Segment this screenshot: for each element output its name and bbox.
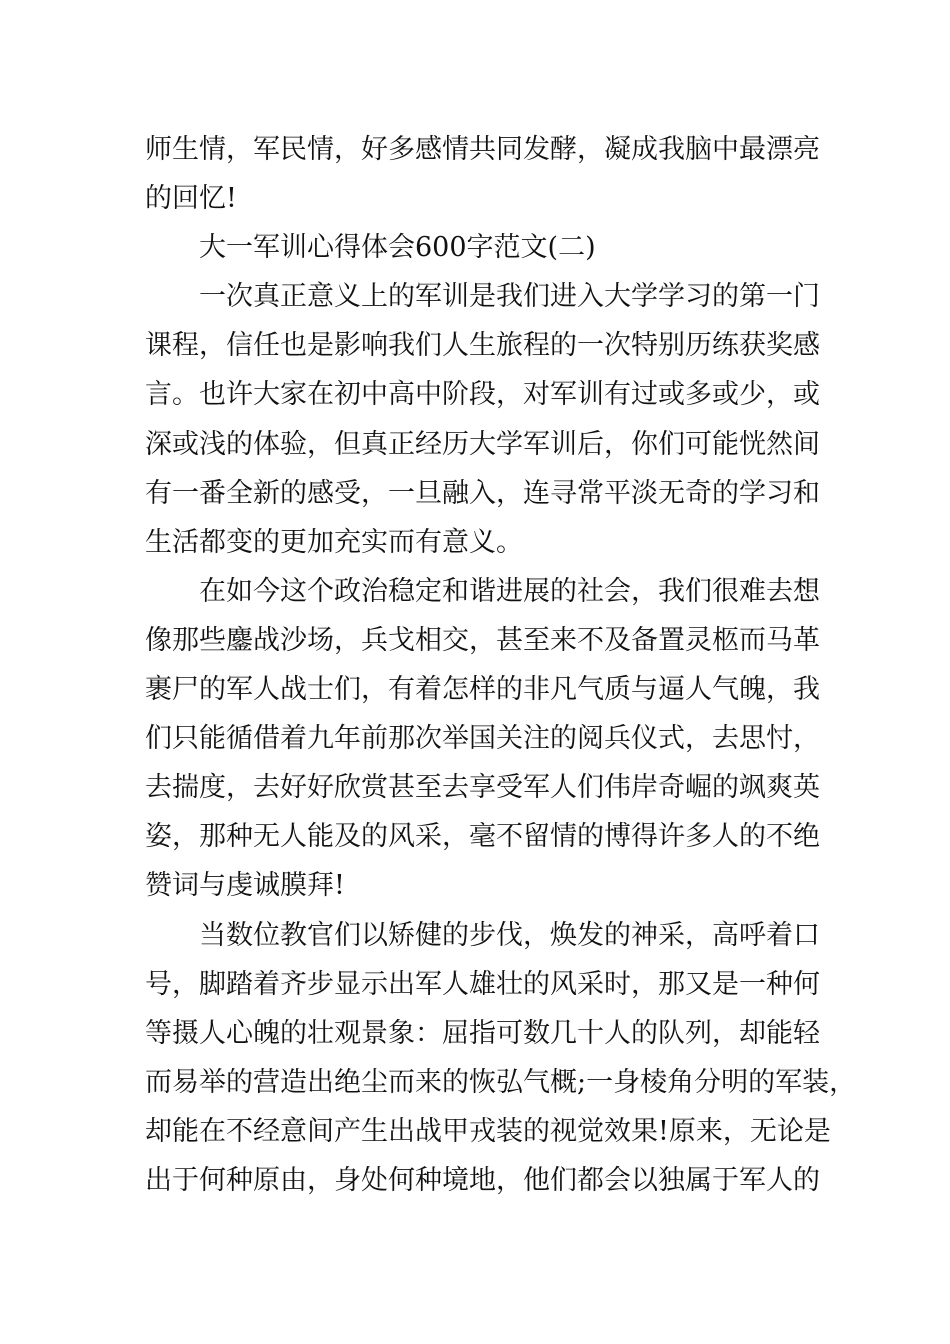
text-line: 姿，那种无人能及的风采，毫不留情的博得许多人的不绝: [145, 821, 820, 853]
text-line: 言。也许大家在初中高中阶段，对军训有过或多或少，或: [145, 379, 820, 411]
text-line: 课程，信任也是影响我们人生旅程的一次特别历练获奖感: [145, 330, 820, 362]
text-line: 的回忆!: [145, 183, 237, 215]
text-line: 有一番全新的感受，一旦融入，连寻常平淡无奇的学习和: [145, 477, 820, 509]
document-body: [145, 125, 857, 1205]
text-line: 深或浅的体验，但真正经历大学军训后，你们可能恍然间: [145, 428, 820, 460]
text-line: 像那些鏖战沙场，兵戈相交，甚至来不及备置灵柩而马革: [145, 624, 820, 656]
text-line: 出于何种原由，身处何种境地，他们都会以独属于军人的: [145, 1164, 820, 1196]
text-line: 裹尸的军人战士们，有着怎样的非凡气质与逼人气魄，我: [145, 674, 820, 706]
text-line: 号，脚踏着齐步显示出军人雄壮的风采时，那又是一种何: [145, 968, 820, 1000]
text-line: 们只能循借着九年前那次举国关注的阅兵仪式，去思忖，: [145, 723, 820, 755]
paragraph-start-line: 一次真正意义上的军训是我们进入大学学习的第一门: [199, 281, 820, 313]
paragraph-start-line: 在如今这个政治稳定和谐进展的社会，我们很难去想: [199, 575, 820, 607]
text-line: 等摄人心魄的壮观景象：屈指可数几十人的队列，却能轻: [145, 1017, 820, 1049]
section-title: 大一军训心得体会600字范文(二): [199, 232, 596, 264]
text-line: 而易举的营造出绝尘而来的恢弘气概;一身棱角分明的军装，: [145, 1066, 857, 1098]
text-line: 去揣度，去好好欣赏甚至去享受军人们伟岸奇崛的飒爽英: [145, 772, 820, 804]
text-line: 师生情，军民情，好多感情共同发酵，凝成我脑中最漂亮: [145, 134, 820, 165]
paragraph-start-line: 当数位教官们以矫健的步伐，焕发的神采，高呼着口: [199, 919, 820, 951]
text-line: 生活都变的更加充实而有意义。: [145, 526, 523, 558]
text-line: 赞词与虔诚膜拜!: [145, 870, 345, 902]
text-line: 却能在不经意间产生出战甲戎装的视觉效果!原来，无论是: [145, 1115, 831, 1147]
